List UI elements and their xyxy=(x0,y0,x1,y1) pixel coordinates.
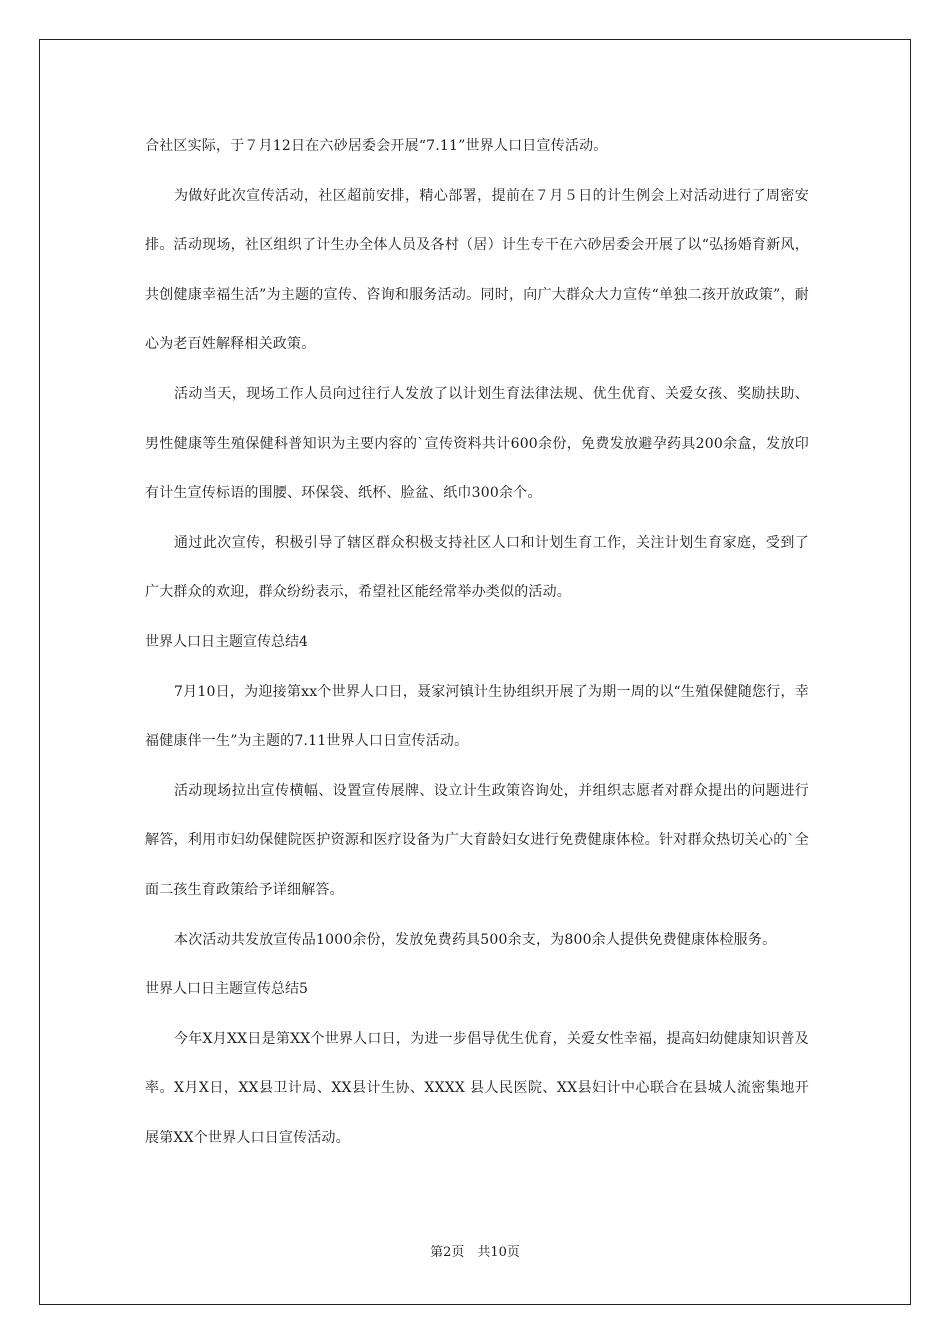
paragraph: 活动当天，现场工作人员向过往行人发放了以计划生育法律法规、优生优育、关爱女孩、奖励扶助、男性健康等生殖保健科普知识为主要内容的`宣传资料共计600余份，免费发放避孕药具200余盒，发放印有计生宣传标语的围腰、环保袋、纸杯、脸盆、纸巾300余个。 xyxy=(145,385,809,502)
paragraph: 本次活动共发放宣传品1000余份，发放免费药具500余支，为800余人提供免费健康体检服务。 xyxy=(174,931,777,948)
paragraph: 7月10日，为迎接第xx个世界人口日，聂家河镇计生协组织开展了为期一周的以“生殖保健随您行，幸福健康伴一生”为主题的7.11世界人口日宣传活动。 xyxy=(145,683,809,750)
section-heading: 世界人口日主题宣传总结4 xyxy=(145,633,308,650)
paragraph: 通过此次宣传，积极引导了辖区群众积极支持社区人口和计划生育工作，关注计划生育家庭，受到了广大群众的欢迎，群众纷纷表示，希望社区能经常举办类似的活动。 xyxy=(145,534,809,601)
paragraph: 今年X月XX日是第XX个世界人口日，为进一步倡导优生优育，关爱女性幸福，提高妇幼健康知识普及率。X月X日，XX县卫计局、XX县计生协、XXXX 县人民医院、XX县妇计中心联合在县城人流密集地开展第XX个世界人口日宣传活动。 xyxy=(145,1030,809,1146)
paragraph: 活动现场拉出宣传横幅、设置宣传展牌、设立计生政策咨询处，并组织志愿者对群众提出的问题进行解答，利用市妇幼保健院医护资源和医疗设备为广大育龄妇女进行免费健康体检。针对群众热切关心的`全面二孩生育政策给予详细解答。 xyxy=(145,782,809,898)
section-heading: 世界人口日主题宣传总结5 xyxy=(145,981,308,998)
page-number-footer: 第2页 共10页 xyxy=(430,1245,520,1260)
document-body xyxy=(145,122,809,1163)
paragraph: 合社区实际，于７月12日在六砂居委会开展“7.11”世界人口日宣传活动。 xyxy=(145,138,608,154)
paragraph: 为做好此次宣传活动，社区超前安排，精心部署，提前在７月５日的计生例会上对活动进行了周密安排。活动现场，社区组织了计生办全体人员及各村（居）计生专干在六砂居委会开展了以“弘扬婚育新风，共创健康幸福生活”为主题的宣传、咨询和服务活动。同时，向广大群众大力宣传“单独二孩开放政策”，耐心为老百姓解释相关政策。 xyxy=(145,187,809,353)
